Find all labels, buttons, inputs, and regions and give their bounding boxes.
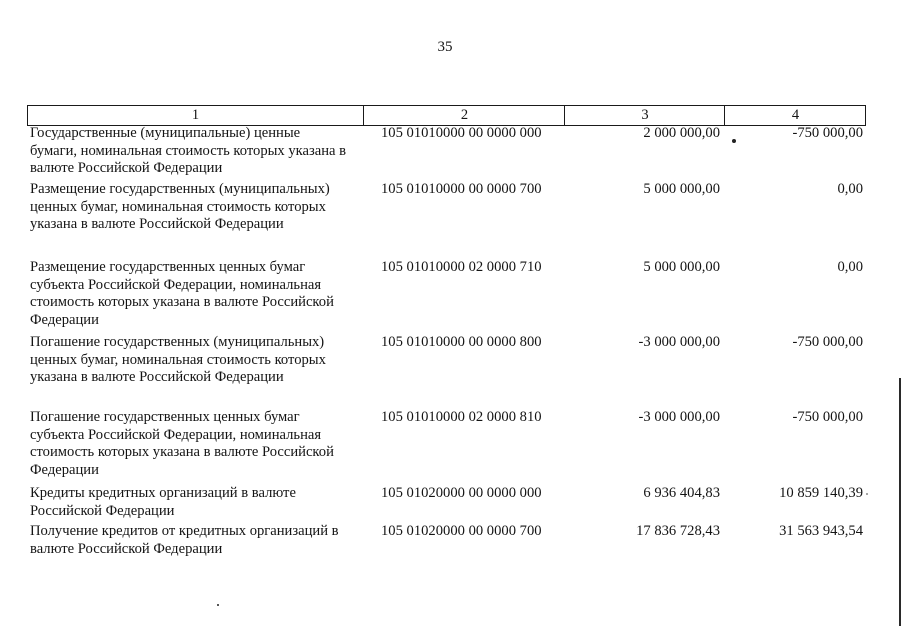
scan-speck — [217, 604, 219, 606]
row-description: Погашение государственных (муниципальных) ценных бумаг, номинальная стоимость которых указана в валюте Российской Федерации — [30, 334, 326, 386]
amount-column-4: -750 000,00 — [792, 334, 863, 350]
scan-edge-line — [899, 378, 901, 626]
budget-classification-code: 105 01020000 00 0000 700 — [381, 523, 542, 539]
amount-column-3: 2 000 000,00 — [643, 125, 720, 141]
amount-column-3: 5 000 000,00 — [643, 259, 720, 275]
budget-classification-code: 105 01010000 00 0000 000 — [381, 125, 542, 141]
row-description: Погашение государственных ценных бумаг субъекта Российской Федерации, номинальная стоимость которых указана в валюте Российской Федерации — [30, 409, 334, 479]
row-description: Размещение государственных ценных бумаг субъекта Российской Федерации, номинальная стоимость которых указана в валюте Российской Федерации — [30, 259, 334, 329]
row-description: Размещение государственных (муниципальных) ценных бумаг, номинальная стоимость которых указана в валюте Российской Федерации — [30, 181, 330, 233]
amount-column-4: -750 000,00 — [792, 125, 863, 141]
row-description: Получение кредитов от кредитных организаций в валюте Российской Федерации — [30, 523, 339, 557]
row-description: Государственные (муниципальные) ценные бумаги, номинальная стоимость которых указана в валюте Российской Федерации — [30, 125, 347, 177]
amount-column-4: 10 859 140,39 — [779, 485, 863, 501]
amount-column-3: -3 000 000,00 — [638, 409, 720, 425]
amount-column-3: -3 000 000,00 — [638, 334, 720, 350]
amount-column-3: 5 000 000,00 — [643, 181, 720, 197]
table-header-cell-3: 3 — [564, 106, 725, 125]
row-description: Кредиты кредитных организаций в валюте Российской Федерации — [30, 485, 296, 519]
table-header-cell-4: 4 — [724, 106, 866, 125]
budget-classification-code: 105 01010000 02 0000 810 — [381, 409, 542, 425]
scan-speck — [732, 139, 736, 143]
amount-column-3: 17 836 728,43 — [636, 523, 720, 539]
amount-column-4: 0,00 — [837, 259, 863, 275]
amount-column-4: 0,00 — [837, 181, 863, 197]
budget-classification-code: 105 01020000 00 0000 000 — [381, 485, 542, 501]
budget-classification-code: 105 01010000 00 0000 800 — [381, 334, 542, 350]
amount-column-3: 6 936 404,83 — [643, 485, 720, 501]
amount-column-4: -750 000,00 — [792, 409, 863, 425]
table-header-cell-1: 1 — [191, 107, 200, 123]
budget-classification-code: 105 01010000 02 0000 710 — [381, 259, 542, 275]
budget-classification-code: 105 01010000 00 0000 700 — [381, 181, 542, 197]
table-header — [27, 105, 866, 126]
scan-speck — [866, 493, 868, 495]
page-number: 35 — [437, 39, 453, 55]
amount-column-4: 31 563 943,54 — [779, 523, 863, 539]
table-header-cell-2: 2 — [363, 106, 565, 125]
